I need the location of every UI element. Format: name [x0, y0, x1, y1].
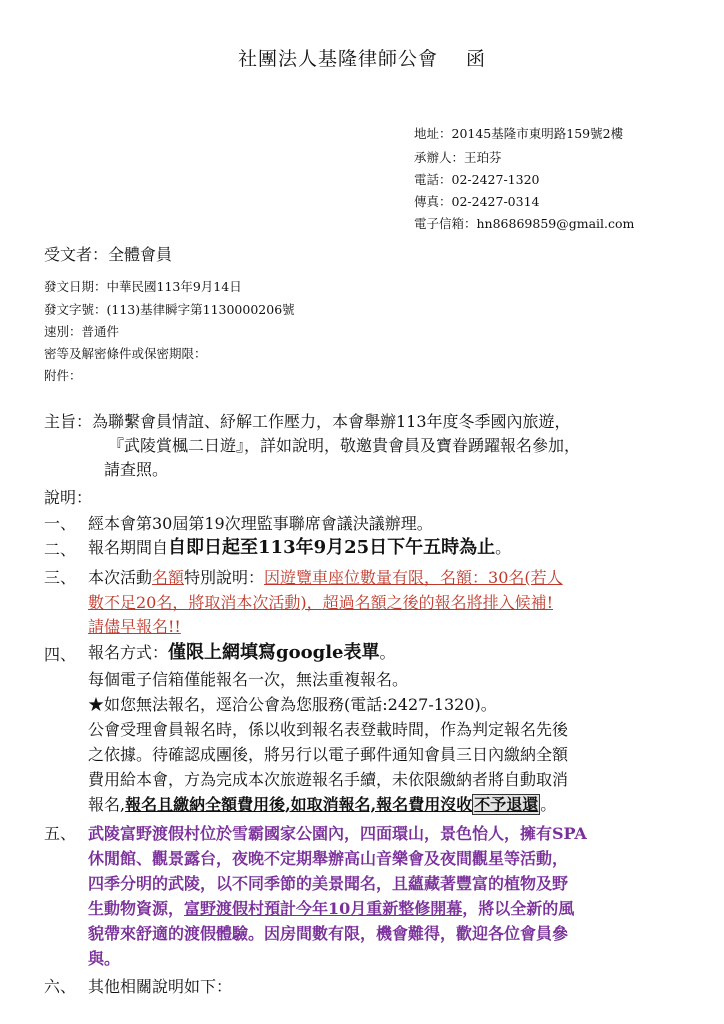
item-5-l4-c: ，將以全新的風: [462, 899, 575, 918]
item-4-method: 僅限上網填寫google表單: [168, 642, 380, 663]
item-2-deadline: 自即日起至113年9月25日下午五時為止: [168, 537, 496, 558]
item-4-line-2: 每個電子信箱僅能報名一次，無法重複報名。: [88, 670, 409, 689]
org-name: 社團法人基隆律師公會: [237, 48, 438, 70]
item-5-line-4: [88, 897, 574, 921]
item-1-number: 一、: [44, 514, 77, 533]
contact-address: 地址：20145基隆市東明路159號2樓: [414, 126, 624, 141]
item-4-line-4: 公會受理會員報名時，係以收到報名表登載時間，作為判定報名先後: [88, 720, 569, 739]
item-2-post: 。: [495, 538, 512, 557]
item-6-number: 六、: [44, 977, 77, 996]
issue-number: 發文字號：(113)基律瞬字第1130000206號: [44, 302, 295, 317]
subject-line-3: 請查照。: [104, 460, 169, 479]
item-5-line-3: 四季分明的武陵，以不同季節的美景聞名，且蘊藏著豐富的植物及野: [88, 874, 569, 893]
item-3-line-3: 請儘早報名!!: [88, 617, 181, 636]
item-4-line-7: [88, 793, 556, 817]
attachment: 附件：: [44, 368, 82, 383]
issue-date: 發文日期：中華民國113年9月14日: [44, 279, 242, 294]
item-3-d: 因遊覽車座位數量有限，名額：30名(若人: [264, 568, 563, 587]
item-5-reopening: 富野渡假村預計今年10月重新整修開幕: [184, 899, 463, 918]
speed-class: 速別：普通件: [44, 324, 120, 339]
item-2-text: [88, 536, 511, 560]
item-5-number: 五、: [44, 824, 77, 843]
item-4-line-1: [88, 641, 396, 665]
item-2-number: 二、: [44, 540, 77, 559]
item-3-number: 三、: [44, 568, 77, 587]
item-3-line-2: 數不足20名，將取消本次活動)，超過名額之後的報名將排入候補!: [88, 593, 554, 612]
item-4-pre: 報名方式：: [88, 643, 169, 662]
item-5-line-2: 休閒館、觀景露台，夜晚不定期舉辦高山音樂會及夜間觀星等活動，: [88, 849, 569, 868]
item-3-quota: 名額: [152, 568, 185, 587]
item-5-line-5: 貌帶來舒適的渡假體驗。因房間數有限，機會難得，歡迎各位會員參: [88, 924, 569, 943]
item-4-line-5: 之依據。待確認成團後，將另行以電子郵件通知會員三日內繳納全額: [88, 745, 569, 764]
item-2-pre: 報名期間自: [88, 538, 169, 557]
doc-type: 函: [466, 48, 487, 70]
subject-line-1: 主旨：為聯繫會員情誼、紓解工作壓力，本會舉辦113年度冬季國內旅遊，: [44, 412, 571, 431]
explain-label: 說明：: [44, 488, 93, 507]
item-4-line-6: 費用給本會，方為完成本次旅遊報名手續，未依限繳納者將自動取消: [88, 770, 569, 789]
recipient: 受文者：全體會員: [44, 245, 173, 264]
item-3-line-1: [88, 566, 563, 590]
item-4-number: 四、: [44, 645, 77, 664]
item-4-line-3: ★如您無法報名，逕洽公會為您服務(電話:2427-1320)。: [88, 695, 497, 714]
secrecy: 密等及解密條件或保密期限：: [44, 346, 207, 361]
item-4-l7-a: 報名,: [88, 795, 126, 814]
contact-handler: 承辦人：王珀芬: [414, 150, 502, 165]
contact-fax: 傳真：02-2427-0314: [414, 194, 540, 209]
item-5-l4-a: 生動物資源，: [88, 899, 185, 918]
item-6-text: 其他相關說明如下：: [88, 977, 233, 996]
item-3-a: 本次活動: [88, 568, 153, 587]
no-refund-badge: 不予退還: [474, 795, 539, 814]
contact-email: 電子信箱：hn86869859@gmail.com: [414, 216, 635, 231]
item-4-l7-b: 報名且繳納全額費用後,如取消報名,報名費用沒收: [125, 795, 473, 814]
item-4-post: 。: [379, 643, 396, 662]
contact-phone: 電話：02-2427-1320: [414, 172, 540, 187]
item-5-line-6: 與。: [88, 949, 121, 968]
item-1-text: 經本會第30屆第19次理監事聯席會議決議辦理。: [88, 514, 433, 533]
page-title: [0, 44, 724, 71]
item-4-l7-d: 。: [540, 795, 557, 814]
item-3-c: 特別說明：: [184, 568, 265, 587]
subject-line-2: 『武陵賞楓二日遊』，詳如說明，敬邀貴會員及寶眷踴躍報名參加，: [108, 436, 581, 455]
item-5-line-1: 武陵富野渡假村位於雪霸國家公園內，四面環山，景色怡人，擁有SPA: [88, 824, 587, 843]
